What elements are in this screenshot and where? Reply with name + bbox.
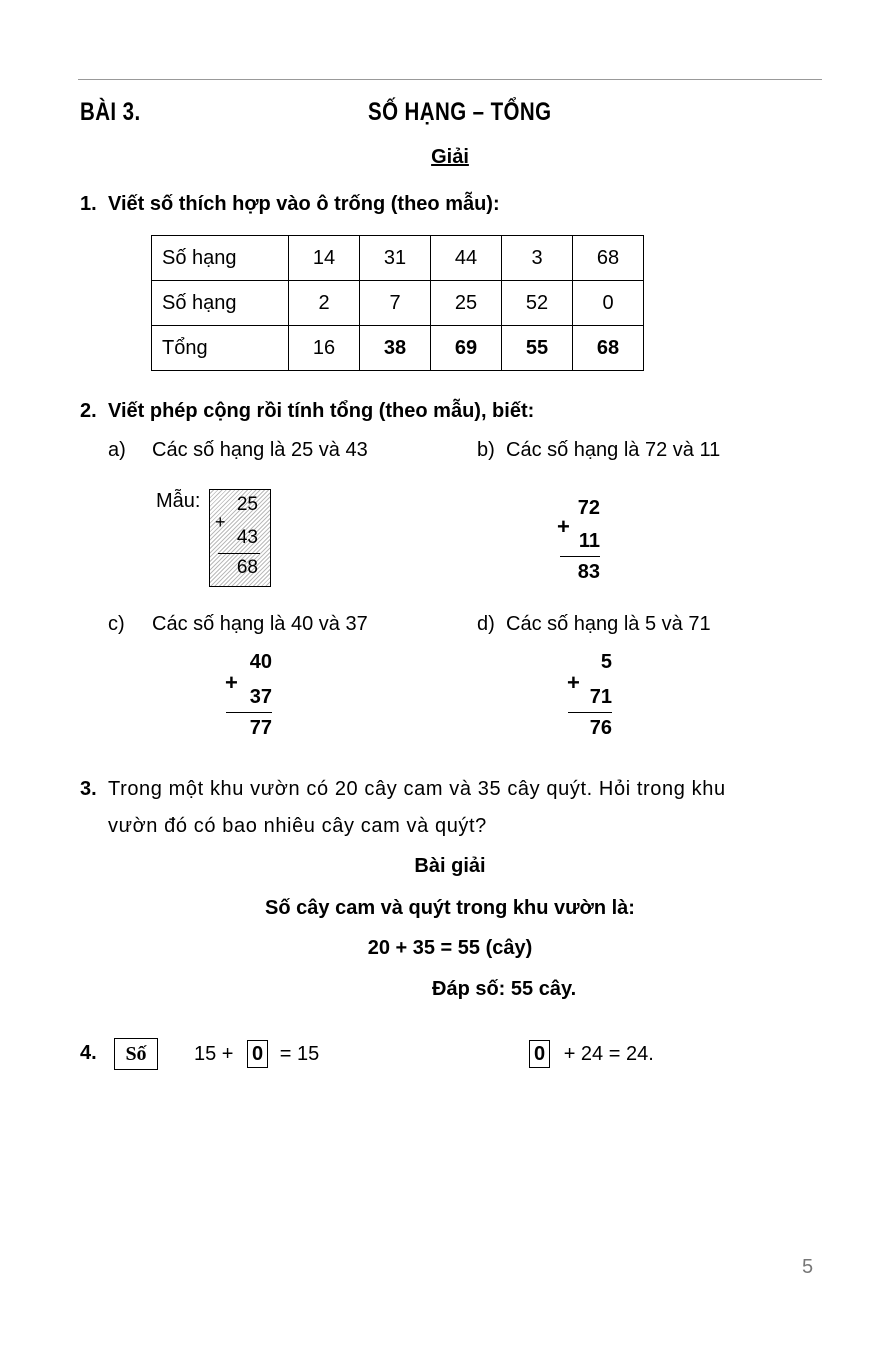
table-cell: 14 bbox=[289, 236, 360, 281]
calc-b-plus: + bbox=[557, 514, 570, 539]
table-cell: 52 bbox=[502, 281, 573, 326]
lesson-number: BÀI 3. bbox=[80, 98, 141, 126]
sample-result: 68 bbox=[236, 557, 258, 578]
question-1-number: 1. bbox=[80, 193, 97, 215]
calc-c-top: 40 bbox=[249, 651, 272, 673]
calc-c-bottom: 37 bbox=[249, 686, 272, 708]
table-cell: 2 bbox=[289, 281, 360, 326]
calc-c-plus: + bbox=[225, 670, 238, 695]
question-3-line-1: Trong một khu vườn có 20 cây cam và 35 cây quýt. Hỏi trong khu bbox=[108, 778, 726, 800]
question-4-number: 4. bbox=[80, 1042, 97, 1064]
equation-1 bbox=[194, 1040, 319, 1068]
table-cell: 68 bbox=[573, 236, 644, 281]
sample-line bbox=[218, 553, 260, 554]
part-c-tag: c) bbox=[108, 613, 125, 635]
table-cell: 0 bbox=[573, 281, 644, 326]
sample-bottom: 43 bbox=[236, 527, 258, 548]
equation-2 bbox=[529, 1040, 654, 1068]
answer-cell: 38 bbox=[360, 326, 431, 371]
calc-b-bottom: 11 bbox=[578, 530, 600, 552]
top-rule bbox=[78, 79, 822, 80]
row-label: Số hạng bbox=[152, 236, 289, 281]
row-label: Số hạng bbox=[152, 281, 289, 326]
calc-d-line bbox=[568, 712, 612, 713]
table-cell: 7 bbox=[360, 281, 431, 326]
calc-d-plus: + bbox=[567, 670, 580, 695]
table-row bbox=[152, 281, 644, 326]
part-c-text: Các số hạng là 40 và 37 bbox=[152, 613, 368, 635]
table-cell: 25 bbox=[431, 281, 502, 326]
question-2-number: 2. bbox=[80, 400, 97, 422]
equation-1-answer-box: 0 bbox=[247, 1040, 268, 1068]
addend-sum-table bbox=[151, 235, 644, 371]
solution-line: Số cây cam và quýt trong khu vườn là: bbox=[265, 897, 635, 919]
part-d-tag: d) bbox=[477, 613, 495, 635]
calc-b-top: 72 bbox=[577, 497, 600, 519]
solution-title: Bài giải bbox=[414, 855, 486, 877]
number-label-box: Số bbox=[114, 1038, 158, 1070]
row-label: Tổng bbox=[152, 326, 289, 371]
answer-cell: 69 bbox=[431, 326, 502, 371]
sample-label: Mẫu: bbox=[156, 490, 201, 512]
question-1-prompt: Viết số thích hợp vào ô trống (theo mẫu): bbox=[108, 193, 500, 215]
equation-1-left: 15 + bbox=[194, 1043, 234, 1065]
table-cell: 44 bbox=[431, 236, 502, 281]
table-cell: 3 bbox=[502, 236, 573, 281]
equation-1-right: = 15 bbox=[279, 1043, 320, 1065]
calc-b-result: 83 bbox=[577, 561, 600, 583]
sample-calculation bbox=[209, 489, 271, 587]
calc-d-result: 76 bbox=[589, 717, 612, 739]
part-a-tag: a) bbox=[108, 439, 126, 461]
part-a-text: Các số hạng là 25 và 43 bbox=[152, 439, 368, 461]
sample-plus: + bbox=[215, 512, 226, 532]
calc-c-result: 77 bbox=[249, 717, 272, 739]
calc-b bbox=[560, 497, 600, 584]
table-cell: 31 bbox=[360, 236, 431, 281]
calc-b-line bbox=[560, 556, 600, 557]
table-row bbox=[152, 326, 644, 371]
question-3-line-2: vườn đó có bao nhiêu cây cam và quýt? bbox=[108, 815, 487, 837]
calc-d-top: 5 bbox=[600, 651, 612, 673]
solution-equation: 20 + 35 = 55 (cây) bbox=[367, 937, 533, 959]
equation-2-right: + 24 = 24. bbox=[563, 1043, 654, 1065]
calc-c-line bbox=[226, 712, 272, 713]
question-3-number: 3. bbox=[80, 778, 97, 800]
part-b-text: Các số hạng là 72 và 11 bbox=[506, 439, 721, 461]
table-cell: 16 bbox=[289, 326, 360, 371]
answer-cell: 55 bbox=[502, 326, 573, 371]
question-2-prompt: Viết phép cộng rồi tính tổng (theo mẫu), biết: bbox=[108, 400, 535, 422]
solution-answer: Đáp số: 55 cây. bbox=[432, 978, 577, 1000]
equation-2-answer-box: 0 bbox=[529, 1040, 550, 1068]
table-row bbox=[152, 236, 644, 281]
part-d-text: Các số hạng là 5 và 71 bbox=[506, 613, 711, 635]
part-b-tag: b) bbox=[477, 439, 495, 461]
page-number: 5 bbox=[802, 1256, 814, 1278]
lesson-title: SỐ HẠNG – TỔNG bbox=[368, 98, 552, 126]
sample-top: 25 bbox=[236, 494, 258, 515]
solution-heading: Giải bbox=[431, 146, 469, 168]
answer-cell: 68 bbox=[573, 326, 644, 371]
calc-d-bottom: 71 bbox=[589, 686, 612, 708]
